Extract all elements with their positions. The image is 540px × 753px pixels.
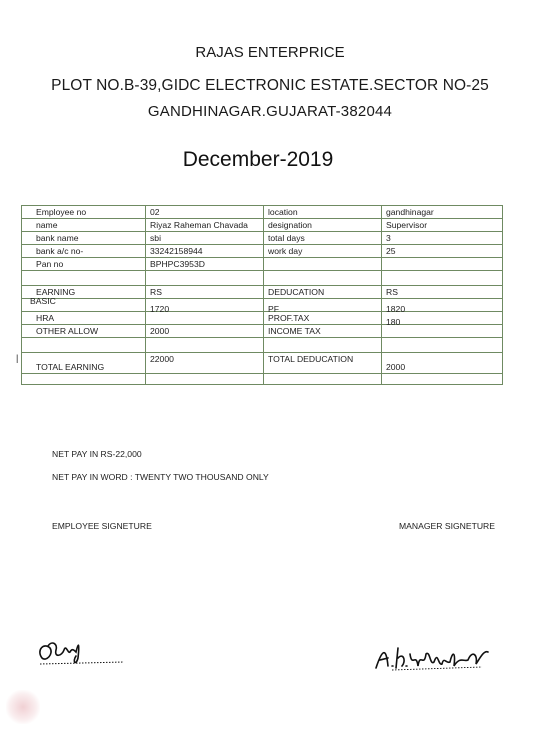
net-pay: NET PAY IN RS-22,000 xyxy=(52,449,142,459)
earning-value: 2000 xyxy=(146,325,264,338)
value-cell: Supervisor xyxy=(382,219,503,232)
company-address-line1: PLOT NO.B-39,GIDC ELECTRONIC ESTATE.SECTOR NO-25 xyxy=(51,77,489,94)
earning-header: EARNING xyxy=(22,286,146,299)
value-cell xyxy=(382,258,503,271)
deduction-value: 180 xyxy=(386,317,401,327)
total-deduction-value: 2000 xyxy=(386,362,406,372)
deduction-header: DEDUCATION xyxy=(264,286,382,299)
deduction-label: INCOME TAX xyxy=(264,325,382,338)
manager-signature xyxy=(372,640,498,676)
value-cell: 3 xyxy=(382,232,503,245)
company-name: RAJAS ENTERPRICE xyxy=(195,44,345,61)
label-cell: location xyxy=(264,206,382,219)
deduction-label: PROF.TAX xyxy=(264,312,382,325)
ink-stamp-smudge xyxy=(6,690,40,724)
total-earning-value: 22000 xyxy=(150,354,174,364)
total-deduction-label: TOTAL DEDUCATION xyxy=(268,354,354,364)
totals-row xyxy=(22,353,503,374)
deduction-label: PF xyxy=(268,304,279,314)
label-cell: Pan no xyxy=(22,258,146,271)
spacer-row xyxy=(22,271,503,286)
employee-signature-label: EMPLOYEE SIGNETURE xyxy=(52,521,152,531)
value-cell: Riyaz Raheman Chavada xyxy=(146,219,264,232)
label-cell xyxy=(264,258,382,271)
table-row xyxy=(22,219,503,232)
earning-label: OTHER ALLOW xyxy=(22,325,146,338)
table-row xyxy=(22,206,503,219)
table-row xyxy=(22,232,503,245)
label-cell: bank a/c no- xyxy=(22,245,146,258)
label-cell: work day xyxy=(264,245,382,258)
table-header-row xyxy=(22,286,503,299)
value-cell: 02 xyxy=(146,206,264,219)
spacer-row xyxy=(22,374,503,385)
earning-value: 1720 xyxy=(150,304,170,314)
label-cell: name xyxy=(22,219,146,232)
deduction-value: 1820 xyxy=(386,304,406,314)
employee-signature xyxy=(34,636,126,672)
table-row xyxy=(22,245,503,258)
deduction-rs-header: RS xyxy=(382,286,503,299)
cursor-mark: | xyxy=(16,353,19,363)
value-cell: 25 xyxy=(382,245,503,258)
table-row xyxy=(22,312,503,325)
total-earning-label: TOTAL EARNING xyxy=(36,362,105,372)
label-cell: bank name xyxy=(22,232,146,245)
table-row xyxy=(22,325,503,338)
label-cell: total days xyxy=(264,232,382,245)
company-address-line2: GANDHINAGAR.GUJARAT-382044 xyxy=(147,103,393,120)
value-cell: sbi xyxy=(146,232,264,245)
table-row xyxy=(22,299,503,312)
value-cell: BPHPC3953D xyxy=(146,258,264,271)
pay-period: December-2019 xyxy=(182,148,334,171)
table-row xyxy=(22,258,503,271)
value-cell: gandhinagar xyxy=(382,206,503,219)
value-cell: 33242158944 xyxy=(146,245,264,258)
earning-label: BASIC xyxy=(30,296,56,306)
net-pay-words: NET PAY IN WORD : TWENTY TWO THOUSAND ONLY xyxy=(52,472,269,482)
label-cell: Employee no xyxy=(22,206,146,219)
label-cell: designation xyxy=(264,219,382,232)
earning-rs-header: RS xyxy=(146,286,264,299)
manager-signature-label: MANAGER SIGNETURE xyxy=(399,521,495,531)
salary-slip-table xyxy=(16,205,503,385)
earning-label: HRA xyxy=(22,312,146,325)
spacer-row xyxy=(22,338,503,353)
